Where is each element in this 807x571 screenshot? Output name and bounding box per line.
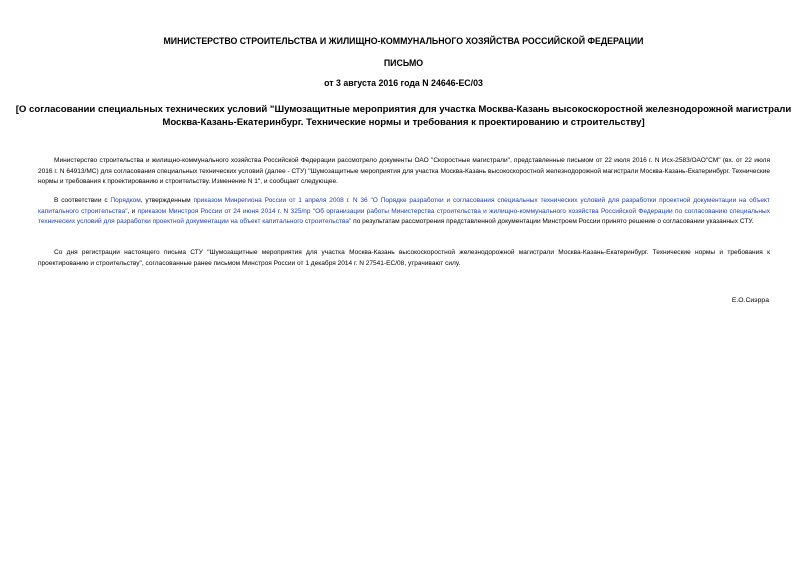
paragraph-2-text-4: по результатам рассмотрения представленной документации Минстроем России принято решение о согласовании указанных СТУ. (351, 218, 754, 225)
paragraph-2-text-1: В соответствии с (54, 197, 111, 204)
signature: Е.О.Сиэрра (731, 297, 769, 304)
paragraph-2-text-2: , утвержденным (140, 197, 194, 204)
ministry-title: МИНИСТЕРСТВО СТРОИТЕЛЬСТВА И ЖИЛИЩНО-КОММУНАЛЬНОГО ХОЗЯЙСТВА РОССИЙСКОЙ ФЕДЕРАЦИИ (163, 36, 644, 46)
paragraph-3: Со дня регистрации настоящего письма СТУ "Шумозащитные мероприятия для участка Москва-Казань высокоскоростной железнодорожной магистрали Москва-Казань-Екатеринбург. Технические нормы и требования к проектированию и строительству", согласованные ранее письмом Минстроя России от 1 декабря 2014 г. N 27541-ЕС/08, утрачивают силу. (38, 249, 770, 267)
document-type: ПИСЬМО (383, 58, 424, 68)
paragraph-2 (38, 196, 770, 228)
link-order-minregion[interactable]: приказом Минрегиона России от 1 апреля 2008 г. N 36 "О Порядке разработки и согласования специальных технических условий для разработки проектной документации на объект капитального строительства" (38, 197, 770, 215)
subject-line-1: [О согласовании специальных технических условий "Шумозащитные мероприятия для участка Москва-Казань высокоскоростной железнодорожной магистрали (15, 104, 792, 115)
paragraph-2-text-3: , и (127, 207, 138, 215)
subject-line-2: Москва-Казань-Екатеринбург. Технические нормы и требования к проектированию и строительству] (162, 117, 645, 128)
document-subject (0, 103, 807, 129)
document-date-number: от 3 августа 2016 года N 24646-ЕС/03 (324, 78, 483, 88)
link-order-minstroy[interactable]: приказом Минстроя России от 24 июня 2014 г. N 325/пр "Об организации работы Министерства строительства и жилищно-коммунального хозяйства Российской Федерации по согласованию специальных технических условий для разработки проектной документации на объект капитального строительства" (38, 207, 770, 225)
paragraph-1: Министерство строительства и жилищно-коммунального хозяйства Российской Федерации рассмотрело документы ОАО "Скоростные магистрали", представленные письмом от 22 июля 2016 г. N Исх-2583/ОАО"СМ" (вх. от 22 июля 2016 г. N 64913/МС) для согласования специальных технических условий (далее - СТУ) "Шумозащитные мероприятия для участка Москва-Казань высокоскоростной железнодорожной магистрали Москва-Казань-Екатеринбург. Технические нормы и требования к проектированию и строительству. Изменение N 1", и сообщает следующее. (38, 157, 770, 185)
link-poryadok[interactable]: Порядком (110, 197, 141, 204)
